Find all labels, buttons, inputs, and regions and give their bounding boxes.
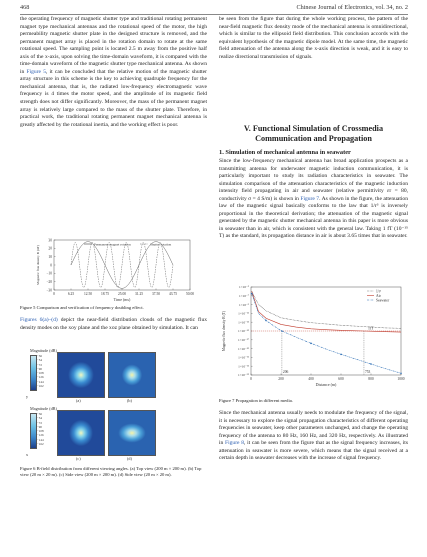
seawater-point — [340, 354, 342, 356]
axis-label-y: y — [26, 394, 29, 399]
left-para-1-tail: , it can be concluded that the relative motion of the magnetic shutter array structure in this scheme is the key to achieving quadruple frequency for the mechanical antenna, that is, the radiated low-frequency electromagnetic wave frequency is 4 times the motor speed, and the amplitude of its magnetic field strength does not differ significantly. Moreover, the mass of the permanent magnet array is relatively large compared to the mass of the shutter plate. Therefore, in practical work, the traditional rotating permanent magnet mechanical antenna is greatly affected by the rotational inertia, and the working effect is poor. — [20, 68, 207, 128]
right-para-3 — [219, 410, 408, 463]
figure-7-chart — [219, 283, 408, 395]
cb-tick: −126 — [37, 433, 44, 438]
section-title-line-1: V. Functional Simulation of Crossmedia — [243, 124, 384, 133]
distance-marker-label: 753 — [364, 370, 371, 374]
x-tick-label: 600 — [338, 377, 344, 381]
x-tick-label: 31.25 — [134, 292, 144, 296]
x-tick-label: 25.00 — [117, 292, 127, 296]
x-tick-label: 800 — [368, 377, 374, 381]
journal-header: Chinese Journal of Electronics, vol. 34, no. 2 — [296, 4, 408, 11]
cb-tick: −108 — [37, 429, 44, 434]
left-para-1 — [20, 16, 207, 129]
x-tick-label: 12.50 — [83, 292, 93, 296]
seawater-point — [400, 372, 402, 374]
right-para-3-text: Since the mechanical antenna usually needs to modulate the frequency of the signal, it is necessary to explore the signal propagation characteristics of different operating frequencies in seawater, keep other parameters unchanged, and change the operating frequency of the antenna to 80 Hz, 160 Hz, and 320 Hz, respectively. As illustrated in — [219, 410, 408, 447]
y-tick-label: 1×10⁻¹³ — [238, 320, 249, 325]
x-tick-label: 43.75 — [168, 292, 178, 296]
x-tick-label: 1000 — [397, 377, 405, 381]
colorbar-title-top: Magnitude (dB) — [30, 348, 57, 353]
seawater-point — [310, 343, 312, 345]
cb-tick: −108 — [37, 371, 44, 376]
cb-tick: −90 — [37, 366, 42, 371]
legend-label: Permanent magnet rotation — [94, 242, 131, 247]
right-para-2-tail: . As shown in the figure, the attenuation law of the magnetic signal basically conforms to the law that 1/r³ is inversely proportional in the theoretical derivation; the attenuation of the magnetic signal generated by the magnetic shutter mechanical antenna in this paper is more obvious in seawater than in air, which is consistent with the general law. Taking 1 fT (10⁻¹⁵ T) as the standard, its propagation distance in air is about 3.65 times that in seawater. — [219, 195, 408, 240]
section-title — [219, 124, 408, 144]
heatmap-b — [108, 352, 156, 398]
x-tick-label: 37.50 — [151, 292, 161, 296]
cb-tick: −36 — [37, 412, 42, 416]
x-tick-label: 6.25 — [67, 292, 75, 296]
cb-tick: −72 — [37, 362, 42, 367]
threshold-label: 1fT — [367, 326, 374, 331]
series-line-seawater — [252, 294, 401, 374]
distance-marker-label: 206 — [282, 370, 289, 374]
legend-label: 1/r³ — [376, 289, 382, 294]
colorbar-ticks-top — [37, 354, 44, 388]
cb-tick: −90 — [37, 424, 42, 429]
cb-tick: −144 — [37, 437, 44, 442]
seawater-point — [265, 320, 267, 322]
figure-6-link[interactable]: Figures 6(a)–(d) — [20, 317, 58, 323]
y-tick-label: 30 — [48, 238, 52, 243]
y-tick-label: −10 — [46, 271, 52, 276]
seawater-point — [370, 363, 372, 365]
x-tick-label: 200 — [278, 377, 284, 381]
left-para-2-text: depict the near-field distribution clouds of the magnetic flux density modes on the xoy plane and the xoz plane obtained by simulation. It can — [20, 317, 207, 331]
x-tick-label: 18.75 — [100, 292, 110, 296]
y-tick-label: 1×10⁻⁷ — [239, 294, 249, 298]
x-tick-label: 400 — [308, 377, 314, 381]
y-tick-label: 10 — [48, 254, 52, 259]
legend-label: Shutter rotation — [150, 242, 172, 247]
panel-label-b: (b) — [127, 398, 132, 403]
cb-tick: −162 — [37, 442, 44, 447]
panel-label-c: (c) — [76, 456, 81, 461]
series-line-shutter-rotation — [71, 243, 173, 288]
cb-tick: −36 — [37, 354, 42, 358]
cb-tick: −72 — [37, 420, 42, 425]
y-tick-label: 1×10⁻²¹ — [238, 355, 249, 360]
figure-7-caption: Figure 7 Propagation in different media. — [219, 398, 293, 403]
y-tick-label: 1×10⁻¹⁷ — [238, 338, 249, 342]
y-axis-label: Magnetic flux density B (T) — [222, 310, 226, 352]
left-para-2 — [20, 317, 207, 332]
x-axis-label: Distance (m) — [315, 382, 337, 387]
left-para-1-text: the operating frequency of magnetic shutter type and traditional rotating permanent magnet type mechanical antennas and the rotational speed of the motor, the high permeability magnetic shutter plate in the designed structure is removed, and the permanent magnet array is placed in the rotation domain to rotate at the same rotational speed. The sampling point is located 2.5 m away from the positive half axis of the x-axis, upon solving the time-domain waveform, it is compared with the time-domain waveform of the magnetic shutter type mechanical antenna. As shown in — [20, 16, 207, 75]
y-tick-label: 1×10⁻⁹ — [239, 302, 249, 307]
figure-5-link[interactable]: Figure 5 — [26, 68, 46, 75]
section-title-line-2: Communication and Propagation — [255, 134, 372, 143]
legend-label: Air — [376, 293, 381, 298]
cb-tick: −144 — [37, 379, 44, 384]
figure-5-caption: Figure 5 Comparison and verification of frequency doubling effect. — [20, 305, 144, 310]
x-tick-label: 0 — [250, 377, 252, 381]
colorbar-ticks-bottom — [37, 412, 44, 446]
y-tick-label: −20 — [46, 279, 52, 284]
cb-tick: −54 — [37, 358, 42, 363]
heatmap-c — [57, 410, 105, 456]
right-para-3-tail: , it can be seen from the figure that as the signal frequency increases, its attenuation in seawater is more severe, which means that the signal received at a certain depth in seawater decreases with the increase of signal frequency. — [219, 440, 408, 462]
x-tick-label: 0 — [53, 292, 55, 296]
y-tick-label: 0 — [50, 263, 52, 268]
y-tick-label: 1×10⁻¹⁹ — [238, 346, 249, 351]
subsection-title: 1. Simulation of mechanical antenna in seawater — [219, 149, 351, 156]
colorbar-title-bottom: Magnitude (dB) — [30, 406, 57, 411]
y-tick-label: 1×10⁻¹¹ — [238, 311, 249, 316]
y-tick-label: 1×10⁻⁵ — [239, 285, 249, 290]
page-number: 468 — [20, 4, 30, 11]
cb-tick: −162 — [37, 384, 44, 389]
legend-label: Seawater — [376, 298, 390, 303]
y-tick-label: 1×10⁻¹⁵ — [238, 329, 249, 334]
figure-6-caption: Figure 6 B-field distribution from different viewing angles. (a) Top view (200 m × 200 m). (b) Top view (20 m × 20 m). (c) Side view (200 m × 200 m). (d) Side view (20 m × 20 m). — [20, 466, 202, 477]
panel-label-d: (d) — [127, 456, 132, 461]
colorbar-bottom — [30, 413, 37, 449]
cb-tick: −54 — [37, 416, 42, 421]
right-para-2 — [219, 158, 408, 241]
y-axis-label: Magnetic flux density B (nT) — [36, 245, 40, 285]
figure-5-chart — [20, 236, 207, 302]
panel-label-a: (a) — [76, 398, 81, 403]
y-tick-label: 1×10⁻²³ — [238, 364, 249, 369]
heatmap-d — [108, 410, 156, 456]
y-tick-label: −30 — [46, 288, 52, 293]
figure-8-link[interactable]: Figure 8 — [225, 440, 244, 447]
figure-7-link[interactable]: Figure 7 — [300, 195, 320, 202]
right-para-2-text: Since the low-frequency mechanical antenna has broad application prospects as a transmitting antenna for underwater magnetic induction communication, it is particularly important to study its radiation characteristics in seawater. The simulation comparison of the attenuation characteristics of the magnetic induction intensity field propagating in air and seawater (relative permittivity εr = 80, conductivity σ = 4 S/m) is shown in — [219, 158, 408, 202]
x-axis-label: Time (ms) — [113, 297, 131, 302]
colorbar-top — [30, 355, 37, 391]
seawater-point — [251, 293, 253, 295]
x-tick-label: 50.00 — [185, 292, 195, 296]
seawater-point — [281, 330, 283, 332]
heatmap-a — [57, 352, 105, 398]
header-rule — [20, 14, 408, 15]
cb-tick: −126 — [37, 375, 44, 380]
right-para-1: be seen from the figure that during the whole working process, the pattern of the near-field magnetic flux density mode of the mechanical antenna is omnidirectional, which is similar to the ellipsoid field distribution. This conclusion accords with the equivalent hypothesis of the magnetic dipole model. At the same time, the magnetic field attenuation of the antenna along the x-axis direction is weak, and it is easy to realize directional transmission of signals. — [219, 16, 408, 60]
y-tick-label: 20 — [48, 246, 52, 251]
axis-label-x: x — [26, 452, 29, 457]
y-tick-label: 1×10⁻²⁵ — [238, 373, 249, 378]
